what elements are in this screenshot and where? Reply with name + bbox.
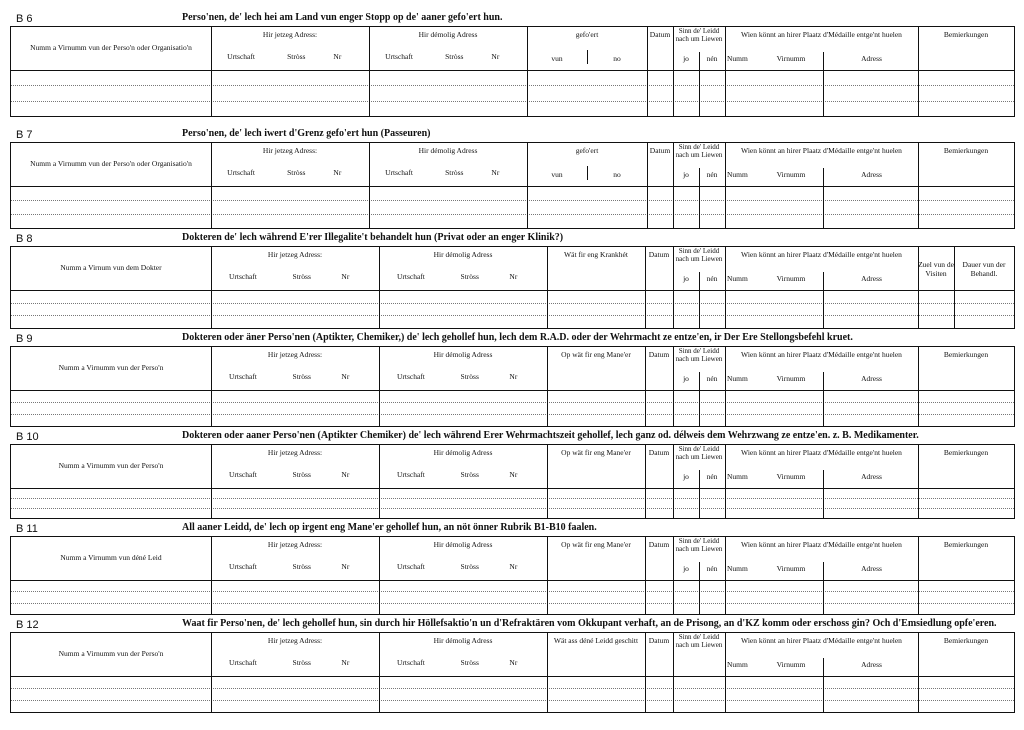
section-header (10, 618, 1014, 633)
row-divider (11, 603, 1014, 604)
header-divider (11, 186, 1014, 187)
column-line (211, 26, 212, 116)
street-label: Stròss (292, 272, 311, 281)
header-divider (11, 580, 1014, 581)
medal-divider (823, 272, 824, 328)
column-line (369, 26, 370, 116)
remarks-label: Bemierkungen (943, 146, 989, 155)
section-title: Dokteren oder aaner Perso'nen (Aptikter Chemiker) de' lech während Erer Wehrmachtszeit gehollef, lech ganz od. délweis dem Wehrzwang ze entze'en. z. B. Medikamenter. (182, 430, 919, 441)
town-label: Urtschaft (228, 658, 257, 667)
nr-label: Nr (341, 372, 350, 381)
medal-label: Wien könnt an hirer Plaatz d'Médaille entge'nt huelen (741, 30, 902, 39)
medal-name-label: Numm (727, 170, 748, 179)
section-code: B 8 (16, 233, 33, 245)
name-column-label: Numm a Virnumm vun der Perso'n (58, 363, 164, 372)
nr-label: Nr (509, 658, 518, 667)
yes-no-divider (699, 470, 700, 518)
town-label: Urtschaft (396, 372, 425, 381)
medal-divider (823, 372, 824, 426)
middle-column-label: Op wät fir eng Mane'er (561, 448, 631, 457)
street-label: Stròss (292, 470, 311, 479)
yes-label: jo (683, 54, 689, 63)
no-label: nén (706, 472, 718, 481)
medal-divider (823, 562, 824, 614)
address-header: Hir jetzeg Adress: (267, 350, 323, 359)
medal-firstname-label: Virnumm (776, 564, 806, 573)
row-divider (11, 200, 1014, 201)
row-divider (11, 85, 1014, 86)
section-title: Dokteren de' lech während E'rer Illegalite't behandelt hun (Privat oder an enger Klinik?) (182, 232, 564, 243)
middle-column-label: Wät fir eng Krankhét (564, 250, 628, 259)
section-title: Perso'nen, de' lech hei am Land vun enger Stopp op de' aaner gefo'ert hun. (182, 12, 503, 23)
street-label: Stròss (445, 52, 464, 61)
street-label: Stròss (460, 658, 479, 667)
medal-firstname-label: Virnumm (776, 472, 806, 481)
column-line (918, 26, 919, 116)
town-label: Urtschaft (396, 470, 425, 479)
from-label: vun (551, 170, 563, 179)
middle-column-label: Op wät fir eng Mane'er (561, 350, 631, 359)
medal-address-label: Adress (861, 564, 882, 573)
nr-label: Nr (509, 372, 518, 381)
section-code: B 7 (16, 129, 33, 141)
middle-column-label: gefo'ert (575, 30, 599, 39)
section-code: B 6 (16, 13, 33, 25)
medal-address-label: Adress (861, 170, 882, 179)
medal-divider (823, 52, 824, 116)
remarks-label: Bemierkungen (943, 350, 989, 359)
row-divider (11, 700, 1014, 701)
remarks-label: Bemierkungen (943, 448, 989, 457)
row-divider (11, 303, 1014, 304)
medal-firstname-label: Virnumm (776, 170, 806, 179)
nr-label: Nr (509, 272, 518, 281)
section-table (10, 246, 1015, 329)
date-label: Datum (648, 636, 670, 645)
row-divider (11, 315, 1014, 316)
medal-name-label: Numm (727, 564, 748, 573)
medal-firstname-label: Virnumm (776, 54, 806, 63)
street-label: Stròss (292, 372, 311, 381)
section-code: B 11 (16, 523, 38, 535)
nr-label: Nr (509, 470, 518, 479)
address-header: Hir démolig Adress (433, 350, 493, 359)
street-label: Stròss (460, 562, 479, 571)
sinn-label: Sinn de' Leidd nach um Liewen (675, 445, 723, 461)
medal-label: Wien könnt an hirer Plaatz d'Médaille entge'nt huelen (741, 250, 902, 259)
section-header (10, 128, 1014, 143)
town-label: Urtschaft (228, 470, 257, 479)
medal-firstname-label: Virnumm (776, 274, 806, 283)
sinn-label: Sinn de' Leidd nach um Liewen (675, 143, 723, 159)
address-header: Hir jetzeg Adress: (262, 30, 318, 39)
name-column-label: Numm a Virnumm vun déné Leid (60, 553, 162, 562)
name-column-label: Numm a Virnumm vun der Perso'n oder Organisatio'n (30, 159, 192, 168)
medal-label: Wien könnt an hirer Plaatz d'Médaille entge'nt huelen (741, 448, 902, 457)
town-label: Urtschaft (385, 52, 413, 61)
yes-no-divider (699, 272, 700, 328)
form-section (10, 232, 1014, 328)
medal-name-label: Numm (727, 660, 748, 669)
address-header: Hir démolig Adress (433, 250, 493, 259)
column-line (527, 26, 528, 116)
header-divider (11, 676, 1014, 677)
sinn-label: Sinn de' Leidd nach um Liewen (675, 347, 723, 363)
form-section (10, 332, 1014, 426)
form-section (10, 522, 1014, 614)
no-label: nén (706, 374, 718, 383)
town-label: Urtschaft (396, 562, 425, 571)
column-line (954, 246, 955, 328)
to-label: no (613, 54, 621, 63)
town-label: Urtschaft (227, 52, 255, 61)
medal-address-label: Adress (861, 274, 882, 283)
row-divider (11, 101, 1014, 102)
section-header (10, 12, 1014, 27)
header-divider (11, 290, 1014, 291)
address-header: Hir jetzeg Adress: (267, 540, 323, 549)
name-column-label: Numm a Virnumm vun der Perso'n (58, 461, 164, 470)
nr-label: Nr (333, 168, 342, 177)
date-label: Datum (649, 30, 671, 39)
town-label: Urtschaft (228, 272, 257, 281)
street-label: Stròss (460, 470, 479, 479)
street-label: Stròss (460, 272, 479, 281)
form-section (10, 128, 1014, 228)
address-header: Hir jetzeg Adress: (262, 146, 318, 155)
street-label: Stròss (445, 168, 464, 177)
section-title: All aaner Leidd, de' lech op irgent eng Mane'er gehollef hun, an nöt önner Rubrik B1-B10 faalen. (182, 522, 597, 533)
date-label: Datum (648, 350, 670, 359)
section-code: B 9 (16, 333, 33, 345)
no-label: nén (706, 274, 718, 283)
yes-no-divider (699, 52, 700, 116)
row-divider (11, 414, 1014, 415)
nr-label: Nr (491, 168, 500, 177)
town-label: Urtschaft (396, 658, 425, 667)
address-header: Hir jetzeg Adress: (267, 448, 323, 457)
no-label: nén (706, 564, 718, 573)
section-title: Dokteren oder äner Perso'nen (Aptikter, Chemiker,) de' lech gehollef hun, lech dem R.A.D. oder der Wehrmacht ze entze'en, ir Der Ere Stellongsbefehl kruet. (182, 332, 853, 343)
yes-label: jo (683, 472, 689, 481)
section-table (10, 26, 1015, 117)
section-header (10, 430, 1014, 445)
name-column-label: Numm a Virnum vun dem Dokter (60, 263, 162, 272)
street-label: Stròss (287, 52, 306, 61)
section-table (10, 444, 1015, 519)
from-label: vun (551, 54, 563, 63)
street-label: Stròss (292, 658, 311, 667)
duration-label: Dauer vun der Behandl. (962, 260, 1006, 278)
middle-column-label: Wät ass déné Leidd geschitt (553, 636, 639, 645)
medal-address-label: Adress (861, 472, 882, 481)
nr-label: Nr (333, 52, 342, 61)
sinn-label: Sinn de' Leidd nach um Liewen (675, 633, 723, 649)
street-label: Stròss (460, 372, 479, 381)
row-divider (11, 214, 1014, 215)
date-label: Datum (648, 250, 670, 259)
section-title: Waat fir Perso'nen, de' lech gehollef hun, sin durch hir Höllefsaktio'n un d'Refraktären vom Okkupant verhaft, an de Prisong, an d'KZ komm oder erschoss gin? Och d'Emsiedlung opfe'eren. (182, 618, 997, 629)
medal-firstname-label: Virnumm (776, 374, 806, 383)
row-divider (11, 508, 1014, 509)
header-divider (11, 390, 1014, 391)
address-header: Hir jetzeg Adress: (267, 636, 323, 645)
no-label: nén (706, 54, 718, 63)
medal-address-label: Adress (861, 374, 882, 383)
section-table (10, 536, 1015, 615)
column-line (647, 26, 648, 116)
address-header: Hir démolig Adress (433, 540, 493, 549)
from-to-divider (587, 166, 588, 180)
yes-label: jo (683, 564, 689, 573)
form-section (10, 12, 1014, 116)
remarks-label: Bemierkungen (943, 540, 989, 549)
yes-label: jo (683, 170, 689, 179)
nr-label: Nr (341, 470, 350, 479)
medal-divider (823, 658, 824, 712)
section-code: B 10 (16, 431, 39, 443)
address-header: Hir démolig Adress (433, 636, 493, 645)
row-divider (11, 402, 1014, 403)
column-line (725, 26, 726, 116)
medal-name-label: Numm (727, 472, 748, 481)
medal-label: Wien könnt an hirer Plaatz d'Médaille entge'nt huelen (741, 146, 902, 155)
no-label: nén (706, 170, 718, 179)
visits-label: Zuel vun de Visiten (918, 260, 954, 278)
section-header (10, 332, 1014, 347)
remarks-label: Bemierkungen (943, 30, 989, 39)
address-header: Hir démolig Adress (418, 30, 478, 39)
form-section (10, 430, 1014, 518)
name-column-label: Numm a Virnumm vun der Perso'n (58, 649, 164, 658)
medal-divider (823, 168, 824, 228)
column-line (918, 246, 919, 328)
yes-no-divider (699, 372, 700, 426)
section-table (10, 142, 1015, 229)
yes-no-divider (699, 562, 700, 614)
medal-name-label: Numm (727, 374, 748, 383)
nr-label: Nr (341, 272, 350, 281)
medal-label: Wien könnt an hirer Plaatz d'Médaille entge'nt huelen (741, 350, 902, 359)
town-label: Urtschaft (228, 562, 257, 571)
address-header: Hir jetzeg Adress: (267, 250, 323, 259)
section-code: B 12 (16, 619, 39, 631)
nr-label: Nr (509, 562, 518, 571)
street-label: Stròss (287, 168, 306, 177)
section-title: Perso'nen, de' lech iwert d'Grenz gefo'ert hun (Passeuren) (182, 128, 431, 139)
sinn-label: Sinn de' Leidd nach um Liewen (675, 537, 723, 553)
date-label: Datum (648, 448, 670, 457)
section-header (10, 522, 1014, 537)
yes-label: jo (683, 274, 689, 283)
form-section (10, 618, 1014, 712)
section-table (10, 632, 1015, 713)
date-label: Datum (648, 540, 670, 549)
address-header: Hir démolig Adress (418, 146, 478, 155)
street-label: Stròss (292, 562, 311, 571)
sinn-label: Sinn de' Leidd nach um Liewen (675, 247, 723, 263)
town-label: Urtschaft (396, 272, 425, 281)
nr-label: Nr (341, 562, 350, 571)
town-label: Urtschaft (385, 168, 413, 177)
medal-address-label: Adress (861, 54, 882, 63)
medal-label: Wien könnt an hirer Plaatz d'Médaille entge'nt huelen (741, 540, 902, 549)
row-divider (11, 498, 1014, 499)
from-to-divider (587, 50, 588, 64)
medal-divider (823, 470, 824, 518)
remarks-label: Bemierkungen (943, 636, 989, 645)
sinn-label: Sinn de' Leidd nach um Liewen (675, 27, 723, 43)
row-divider (11, 591, 1014, 592)
medal-name-label: Numm (727, 54, 748, 63)
town-label: Urtschaft (228, 372, 257, 381)
medal-firstname-label: Virnumm (776, 660, 806, 669)
row-divider (11, 688, 1014, 689)
town-label: Urtschaft (227, 168, 255, 177)
section-header (10, 232, 1014, 247)
to-label: no (613, 170, 621, 179)
date-label: Datum (649, 146, 671, 155)
nr-label: Nr (341, 658, 350, 667)
header-divider (11, 488, 1014, 489)
section-table (10, 346, 1015, 427)
nr-label: Nr (491, 52, 500, 61)
medal-name-label: Numm (727, 274, 748, 283)
name-column-label: Numm a Virnumm vun der Perso'n oder Organisatio'n (30, 43, 192, 52)
middle-column-label: Op wät fir eng Mane'er (561, 540, 631, 549)
medal-address-label: Adress (861, 660, 882, 669)
yes-no-divider (699, 168, 700, 228)
medal-label: Wien könnt an hirer Plaatz d'Médaille entge'nt huelen (741, 636, 902, 645)
middle-column-label: gefo'ert (575, 146, 599, 155)
yes-label: jo (683, 374, 689, 383)
address-header: Hir démolig Adress (433, 448, 493, 457)
header-divider (11, 70, 1014, 71)
